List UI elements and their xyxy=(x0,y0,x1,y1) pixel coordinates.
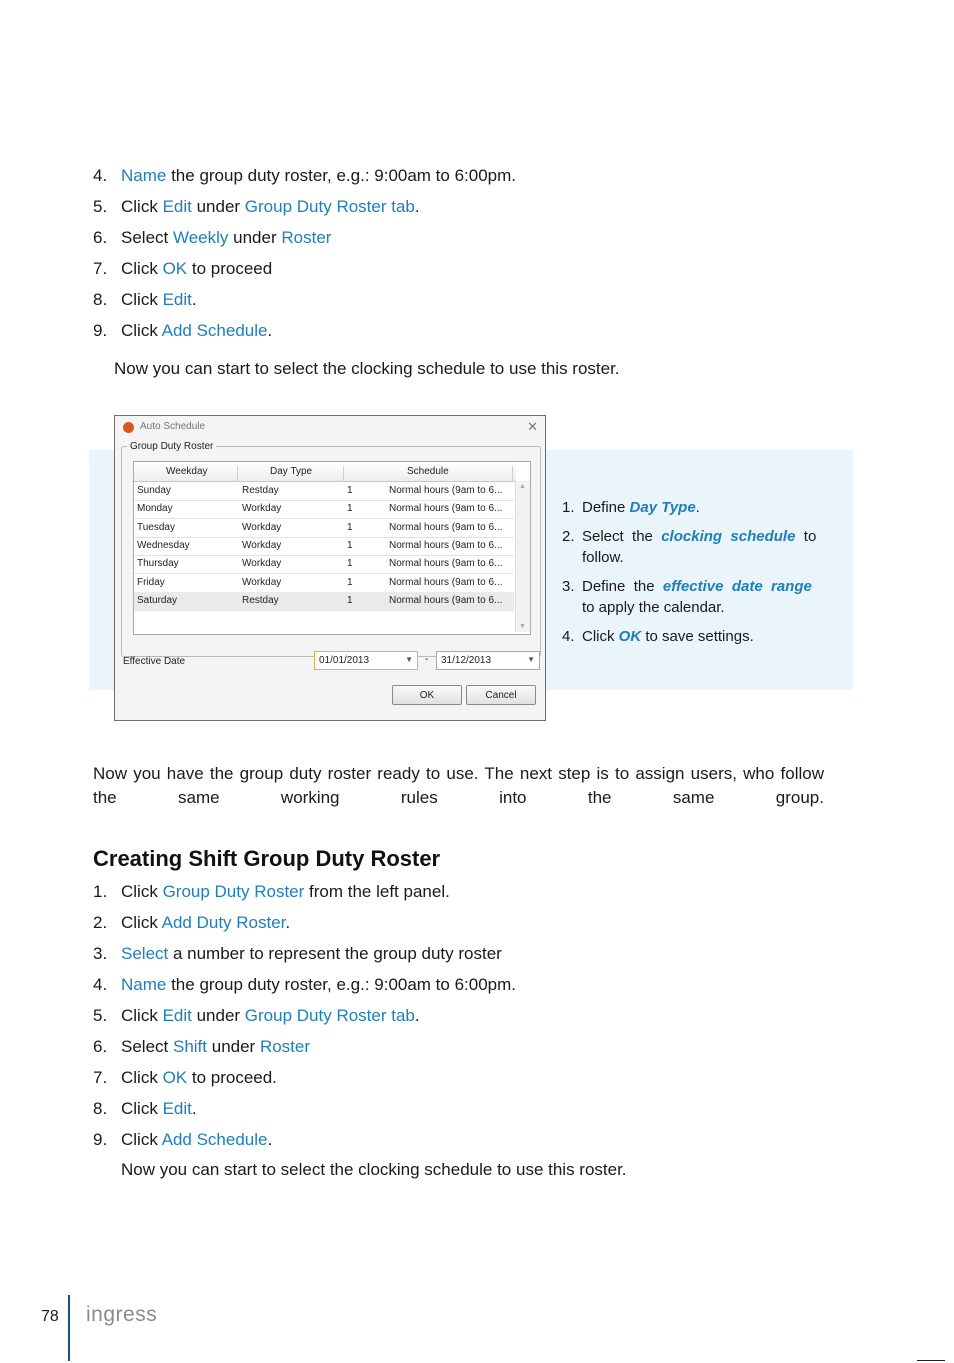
step-number: 2. xyxy=(93,913,108,932)
cell-weekday: Friday xyxy=(137,576,165,588)
ui-term: Edit xyxy=(162,197,192,216)
step-text: to save settings. xyxy=(641,628,754,645)
step-text: . xyxy=(191,1099,197,1118)
step-number: 4. xyxy=(93,975,108,994)
step-text: Click xyxy=(121,1068,163,1087)
step-text: from the left panel. xyxy=(304,882,450,901)
ui-term: Name xyxy=(121,166,167,185)
step-text: Click xyxy=(121,197,163,216)
step-text: under xyxy=(228,228,282,247)
ui-term: OK xyxy=(162,259,188,278)
ui-term: OK xyxy=(618,628,642,645)
step-number: 9. xyxy=(93,1130,108,1149)
schedule-grid[interactable] xyxy=(133,461,531,635)
cell-num: 1 xyxy=(347,503,353,515)
date-to-picker[interactable] xyxy=(436,651,540,670)
ui-term: clocking schedule xyxy=(661,528,796,545)
table-row[interactable] xyxy=(134,482,514,501)
ui-term: Add Schedule xyxy=(161,321,268,340)
cell-daytype: Workday xyxy=(242,503,282,515)
cell-daytype: Workday xyxy=(242,558,282,570)
step-number: 7. xyxy=(93,1068,108,1087)
list-item xyxy=(93,943,516,974)
step-number: 1. xyxy=(93,882,108,901)
step-text: under xyxy=(191,197,245,216)
step-number: 8. xyxy=(93,290,108,309)
ui-term: Select xyxy=(121,944,169,963)
step-number: 4. xyxy=(93,166,108,185)
cell-schedule: Normal hours (9am to 6... xyxy=(389,558,503,570)
step-text: Click xyxy=(121,1006,163,1025)
column-header-schedule[interactable]: Schedule xyxy=(407,466,449,477)
step-text: Define the xyxy=(582,578,663,595)
chevron-down-icon[interactable]: ▼ xyxy=(527,655,535,664)
ui-term: Group Duty Roster tab xyxy=(244,1006,415,1025)
grid-header xyxy=(134,462,516,482)
app-icon xyxy=(123,422,134,433)
ui-term: Day Type xyxy=(629,499,696,516)
step-text: . xyxy=(695,499,700,516)
cell-schedule: Normal hours (9am to 6... xyxy=(389,539,503,551)
ui-term: Edit xyxy=(162,1006,192,1025)
step-text: Click xyxy=(121,321,162,340)
step-text: the group duty roster, e.g.: 9:00am to 6:00pm. xyxy=(166,166,517,185)
table-row[interactable] xyxy=(134,555,514,574)
list-item xyxy=(93,320,516,351)
list-item xyxy=(93,258,516,289)
step-text: . xyxy=(414,197,420,216)
cell-weekday: Wednesday xyxy=(137,539,190,551)
list-item xyxy=(93,196,516,227)
step-text: Click xyxy=(121,1130,162,1149)
intro-note: Now you can start to select the clocking schedule to use this roster. xyxy=(114,359,620,378)
step-text: the group duty roster, e.g.: 9:00am to 6:00pm. xyxy=(166,975,517,994)
list-item xyxy=(93,289,516,320)
side-step-item xyxy=(562,626,818,647)
cell-weekday: Sunday xyxy=(137,485,171,496)
step-number: 1. xyxy=(562,499,575,516)
step-number: 6. xyxy=(93,1037,108,1056)
cell-weekday: Tuesday xyxy=(137,521,175,533)
side-step-item xyxy=(562,576,818,618)
cell-schedule: Normal hours (9am to 6... xyxy=(389,521,503,533)
ui-term: Edit xyxy=(162,290,192,309)
list-item xyxy=(93,1067,516,1098)
side-step-item xyxy=(562,526,821,568)
grid-scrollbar[interactable] xyxy=(515,481,530,632)
cell-num: 1 xyxy=(347,539,353,551)
cell-weekday: Thursday xyxy=(137,558,179,570)
step-text: Define xyxy=(582,499,630,516)
column-header-day-type[interactable]: Day Type xyxy=(270,466,313,477)
ui-term: OK xyxy=(162,1068,188,1087)
ok-button[interactable]: OK xyxy=(392,685,462,705)
ui-term: Roster xyxy=(259,1037,311,1056)
step-number: 2. xyxy=(562,528,575,545)
step-number: 6. xyxy=(93,228,108,247)
steps-top-list xyxy=(93,165,516,351)
cell-weekday: Monday xyxy=(137,503,173,515)
ui-term: effective date range xyxy=(662,578,812,595)
side-step-item xyxy=(562,497,818,518)
ui-term: Add Duty Roster xyxy=(161,913,286,932)
ingress-logo: ingress xyxy=(86,1303,158,1326)
step-text: Click xyxy=(121,1099,163,1118)
list-item xyxy=(93,1129,516,1160)
step-number: 4. xyxy=(562,628,575,645)
cancel-button[interactable]: Cancel xyxy=(466,685,536,705)
step-number: 5. xyxy=(93,1006,108,1025)
step-number: 3. xyxy=(562,578,575,595)
step-text: . xyxy=(191,290,197,309)
cell-schedule: Normal hours (9am to 6... xyxy=(389,485,503,496)
step-text: Select xyxy=(121,228,173,247)
corner-rule xyxy=(917,1360,945,1361)
step-text: to apply the calendar. xyxy=(582,578,817,616)
list-item xyxy=(93,1036,516,1067)
step-number: 8. xyxy=(93,1099,108,1118)
step-number: 7. xyxy=(93,259,108,278)
cell-schedule: Normal hours (9am to 6... xyxy=(389,594,503,606)
ui-term: Edit xyxy=(162,1099,192,1118)
table-row[interactable] xyxy=(134,537,514,556)
table-row[interactable] xyxy=(134,519,514,538)
column-header-weekday[interactable]: Weekday xyxy=(166,466,208,477)
group-box-label: Group Duty Roster xyxy=(127,441,216,452)
date-to-value: 31/12/2013 xyxy=(441,655,492,666)
footer-divider xyxy=(68,1295,70,1361)
scroll-up-icon[interactable]: ▲ xyxy=(519,483,526,490)
steps-bottom-list xyxy=(93,881,516,1160)
step-text: to proceed xyxy=(187,259,273,278)
cell-num: 1 xyxy=(347,521,353,533)
cell-daytype: Workday xyxy=(242,539,282,551)
cell-schedule: Normal hours (9am to 6... xyxy=(389,503,503,515)
ui-term: Name xyxy=(121,975,167,994)
list-item xyxy=(93,227,516,258)
list-item xyxy=(93,881,516,912)
cell-num: 1 xyxy=(347,576,353,588)
step-text: . xyxy=(267,321,273,340)
date-range-dash: - xyxy=(425,654,429,665)
step-text: Click xyxy=(121,290,163,309)
step-text: . xyxy=(414,1006,420,1025)
list-item xyxy=(93,912,516,943)
step-text: to proceed. xyxy=(187,1068,277,1087)
scroll-down-icon[interactable]: ▼ xyxy=(519,623,526,630)
ui-term: Add Schedule xyxy=(161,1130,268,1149)
section-heading: Creating Shift Group Duty Roster xyxy=(93,846,441,871)
step-text: Click xyxy=(121,259,163,278)
step-number: 9. xyxy=(93,321,108,340)
table-row[interactable] xyxy=(134,574,514,593)
closing-note: Now you can start to select the clocking schedule to use this roster. xyxy=(121,1160,627,1179)
ui-term: Group Duty Roster xyxy=(162,882,305,901)
cell-daytype: Workday xyxy=(242,576,282,588)
cell-daytype: Workday xyxy=(242,521,282,533)
auto-schedule-dialog xyxy=(114,415,546,721)
step-text: Click xyxy=(121,913,162,932)
ui-term: Weekly xyxy=(172,228,229,247)
step-text: . xyxy=(285,913,291,932)
step-text: to follow. xyxy=(582,528,821,566)
step-text: Select the xyxy=(582,528,662,545)
page-number: 78 xyxy=(41,1308,59,1325)
cell-daytype: Restday xyxy=(242,485,279,496)
dialog-titlebar xyxy=(115,416,545,438)
ready-paragraph: Now you have the group duty roster ready to use. The next step is to assign users, who follow the same working rules into the same group. xyxy=(93,764,824,807)
step-text: Click xyxy=(121,882,163,901)
cell-schedule: Normal hours (9am to 6... xyxy=(389,576,503,588)
cell-weekday: Saturday xyxy=(137,594,178,606)
ui-term: Roster xyxy=(281,228,332,247)
cell-num: 1 xyxy=(347,485,353,496)
table-row[interactable] xyxy=(134,592,514,611)
step-number: 3. xyxy=(93,944,108,963)
ui-term: Group Duty Roster tab xyxy=(244,197,415,216)
step-text: . xyxy=(267,1130,273,1149)
chevron-down-icon[interactable]: ▼ xyxy=(405,655,413,664)
date-from-value: 01/01/2013 xyxy=(319,655,370,666)
ui-term: Shift xyxy=(172,1037,208,1056)
step-text: under xyxy=(191,1006,245,1025)
step-text: a number to represent the group duty roster xyxy=(168,944,502,963)
list-item xyxy=(93,974,516,1005)
step-number: 5. xyxy=(93,197,108,216)
cell-num: 1 xyxy=(347,558,353,570)
step-text: under xyxy=(207,1037,260,1056)
step-text: Click xyxy=(582,628,619,645)
list-item xyxy=(93,1005,516,1036)
list-item xyxy=(93,1098,516,1129)
cell-daytype: Restday xyxy=(242,594,279,606)
step-text: Select xyxy=(121,1037,173,1056)
list-item xyxy=(93,165,516,196)
table-row[interactable] xyxy=(134,500,514,519)
effective-date-label: Effective Date xyxy=(123,656,186,667)
close-icon[interactable]: ✕ xyxy=(527,419,538,434)
cell-num: 1 xyxy=(347,594,353,606)
dialog-title: Auto Schedule xyxy=(140,421,206,432)
date-from-picker[interactable] xyxy=(314,651,418,670)
